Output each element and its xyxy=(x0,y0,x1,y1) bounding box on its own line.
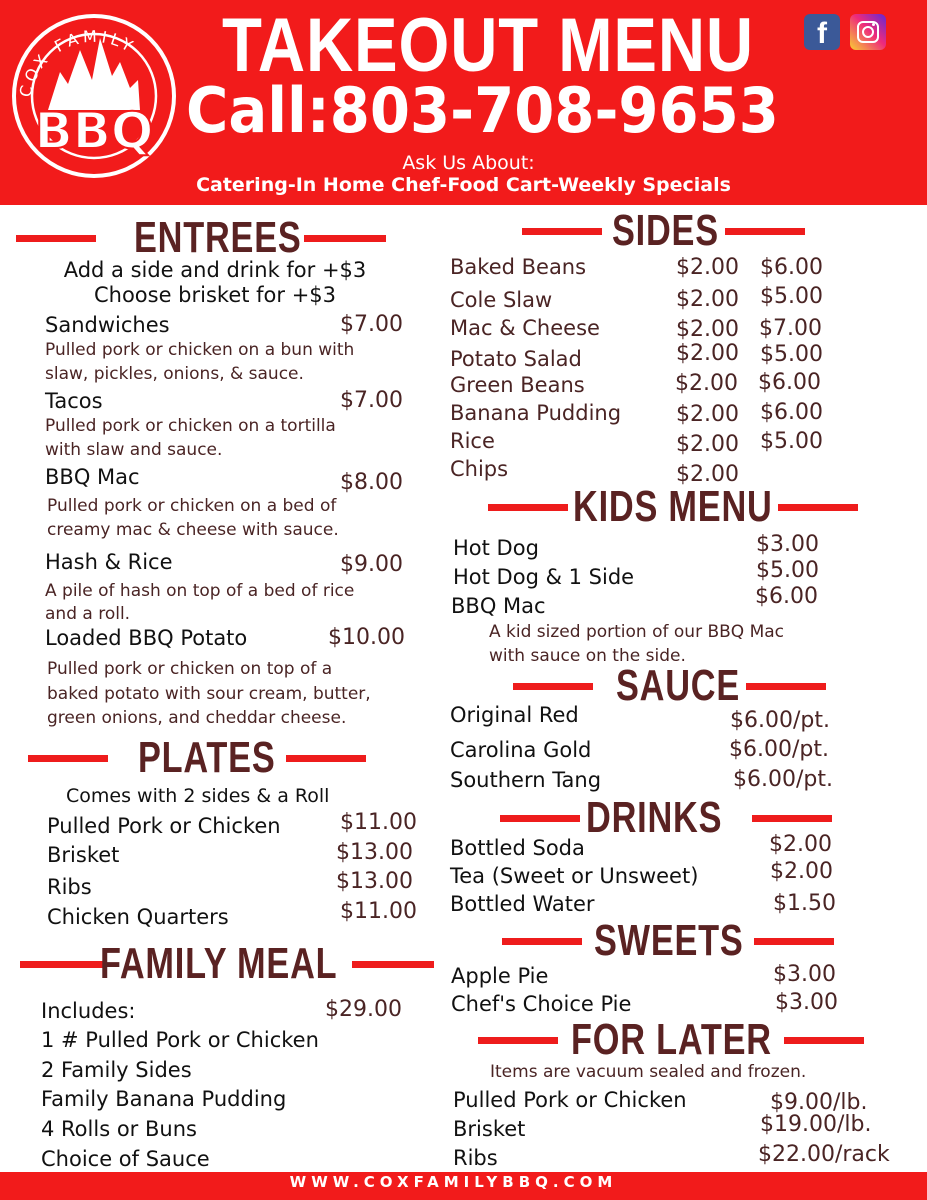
item-price: $7.00 xyxy=(340,388,403,413)
item-name: Ribs xyxy=(453,1146,498,1170)
divider xyxy=(28,755,108,762)
divider xyxy=(20,961,104,968)
item-price: $5.00 xyxy=(756,558,819,583)
item-price-large: $5.00 xyxy=(760,429,823,454)
item-name: Chicken Quarters xyxy=(47,905,229,929)
phone-number[interactable]: Call:803-708-9653 xyxy=(186,74,779,147)
section-heading-family-meal xyxy=(20,940,434,988)
family-meal-price: $29.00 xyxy=(325,997,402,1022)
item-price-small: $2.00 xyxy=(676,255,739,280)
family-meal-item: Choice of Sauce xyxy=(41,1147,210,1171)
svg-text:COX FAMILY: COX FAMILY xyxy=(15,26,140,99)
item-name: Brisket xyxy=(47,843,120,867)
item-name: Brisket xyxy=(453,1117,526,1141)
item-price-large: $7.00 xyxy=(759,316,822,341)
item-name: Green Beans xyxy=(450,373,585,397)
item-price-small: $2.00 xyxy=(676,287,739,312)
divider xyxy=(725,228,805,235)
item-name: Loaded BBQ Potato xyxy=(45,626,248,650)
item-price: $11.00 xyxy=(340,899,417,924)
item-price-large: $5.00 xyxy=(760,284,823,309)
item-price: $6.00/pt. xyxy=(733,767,833,792)
instagram-icon[interactable] xyxy=(850,14,886,50)
item-price-large: $5.00 xyxy=(760,342,823,367)
website-link[interactable]: WWW.COXFAMILYBBQ.COM xyxy=(289,1173,618,1191)
item-price: $13.00 xyxy=(336,840,413,865)
divider xyxy=(16,235,96,242)
for-later-note: Items are vacuum sealed and frozen. xyxy=(490,1062,807,1082)
item-price-large: $6.00 xyxy=(758,370,821,395)
item-price-small: $2.00 xyxy=(676,402,739,427)
heading-text: KIDS MENU xyxy=(573,482,773,531)
heading-text: FAMILY MEAL xyxy=(100,939,338,988)
divider xyxy=(502,938,582,945)
item-price: $10.00 xyxy=(328,625,405,650)
item-price: $13.00 xyxy=(336,869,413,894)
divider xyxy=(746,683,826,690)
item-name: Pulled Pork or Chicken xyxy=(453,1088,687,1112)
item-desc: Pulled pork or chicken on a bun with xyxy=(45,340,355,360)
divider xyxy=(488,504,568,511)
divider xyxy=(513,683,593,690)
item-name: Hot Dog xyxy=(453,536,539,560)
item-name: Ribs xyxy=(47,875,92,899)
family-meal-item: 4 Rolls or Buns xyxy=(41,1117,197,1141)
divider xyxy=(752,815,832,822)
item-name: Cole Slaw xyxy=(450,288,553,312)
family-meal-item: 1 # Pulled Pork or Chicken xyxy=(41,1028,319,1052)
divider xyxy=(754,938,834,945)
item-name: BBQ Mac xyxy=(451,594,546,618)
item-desc: and a roll. xyxy=(45,604,131,624)
heading-text: ENTREES xyxy=(134,213,302,262)
item-price: $8.00 xyxy=(340,470,403,495)
item-name: Tea (Sweet or Unsweet) xyxy=(450,864,699,888)
item-desc: slaw, pickles, onions, & sauce. xyxy=(45,364,304,384)
item-price: $6.00/pt. xyxy=(729,737,829,762)
item-desc: creamy mac & cheese with sauce. xyxy=(47,520,339,540)
plates-note: Comes with 2 sides & a Roll xyxy=(66,785,330,807)
item-price: $3.00 xyxy=(775,990,838,1015)
item-name: Apple Pie xyxy=(451,964,549,988)
divider xyxy=(304,235,386,242)
section-heading-kids-menu xyxy=(488,483,858,531)
heading-text: PLATES xyxy=(138,733,276,782)
item-name: BBQ Mac xyxy=(45,465,140,489)
item-name: Hot Dog & 1 Side xyxy=(453,565,635,589)
entrees-note: Choose brisket for +$3 xyxy=(93,283,337,307)
item-name: Rice xyxy=(450,429,495,453)
kids-desc: A kid sized portion of our BBQ Mac xyxy=(489,622,785,642)
item-desc: Pulled pork or chicken on a bed of xyxy=(47,496,337,516)
divider xyxy=(478,1037,558,1044)
section-heading-sweets xyxy=(502,917,834,965)
item-name: Chef's Choice Pie xyxy=(451,992,632,1016)
item-price-small: $2.00 xyxy=(676,341,739,366)
item-price: $6.00/pt. xyxy=(730,708,830,733)
svg-text:BBQ: BBQ xyxy=(34,102,154,160)
item-name: Pulled Pork or Chicken xyxy=(47,814,281,838)
item-desc: baked potato with sour cream, butter, xyxy=(47,684,371,704)
item-name: Banana Pudding xyxy=(450,401,622,425)
item-price: $9.00/lb. xyxy=(770,1090,868,1115)
heading-text: SWEETS xyxy=(594,916,744,965)
includes-label: Includes: xyxy=(41,999,136,1023)
item-price: $11.00 xyxy=(340,810,417,835)
item-price: $22.00/rack xyxy=(758,1142,890,1167)
divider xyxy=(286,755,366,762)
family-meal-item: Family Banana Pudding xyxy=(41,1087,287,1111)
item-price-small: $2.00 xyxy=(676,317,739,342)
facebook-icon[interactable]: f xyxy=(804,14,840,50)
item-desc: with slaw and sauce. xyxy=(45,440,223,460)
divider xyxy=(352,961,434,968)
item-desc: green onions, and cheddar cheese. xyxy=(47,708,347,728)
item-price: $3.00 xyxy=(756,532,819,557)
section-heading-plates xyxy=(28,734,368,782)
item-price: $1.50 xyxy=(773,891,836,916)
item-name: Hash & Rice xyxy=(45,550,173,574)
section-heading-sides xyxy=(522,207,806,255)
item-name: Carolina Gold xyxy=(450,738,592,762)
item-price: $3.00 xyxy=(773,962,836,987)
item-price-large: $6.00 xyxy=(760,255,823,280)
services-line: Catering-In Home Chef-Food Cart-Weekly Specials xyxy=(196,174,731,196)
item-name: Chips xyxy=(450,457,509,481)
item-desc: A pile of hash on top of a bed of rice xyxy=(45,581,355,601)
header-banner xyxy=(0,0,927,205)
item-price: $19.00/lb. xyxy=(760,1112,872,1137)
divider xyxy=(522,228,602,235)
family-meal-item: 2 Family Sides xyxy=(41,1058,192,1082)
item-price: $7.00 xyxy=(340,312,403,337)
divider xyxy=(778,504,858,511)
item-price-small: $2.00 xyxy=(675,371,738,396)
ask-title: Ask Us About: xyxy=(402,152,535,174)
heading-text: FOR LATER xyxy=(571,1015,772,1064)
item-name: Baked Beans xyxy=(450,255,587,279)
page-title: TAKEOUT MENU xyxy=(222,3,754,88)
item-name: Tacos xyxy=(45,389,103,413)
item-desc: Pulled pork or chicken on a tortilla xyxy=(45,416,336,436)
item-name: Mac & Cheese xyxy=(450,316,600,340)
item-name: Potato Salad xyxy=(450,347,582,371)
item-name: Original Red xyxy=(450,703,579,727)
divider xyxy=(784,1037,864,1044)
kids-desc: with sauce on the side. xyxy=(489,646,686,666)
item-price: $9.00 xyxy=(340,552,403,577)
item-name: Sandwiches xyxy=(45,313,170,337)
item-price: $2.00 xyxy=(770,859,833,884)
section-heading-entrees xyxy=(16,214,386,262)
item-name: Bottled Water xyxy=(450,892,595,916)
item-price: $6.00 xyxy=(755,584,818,609)
item-name: Southern Tang xyxy=(450,768,602,792)
item-name: Bottled Soda xyxy=(450,836,585,860)
heading-text: SAUCE xyxy=(616,661,741,710)
item-price-small: $2.00 xyxy=(676,462,739,487)
ask-us-about xyxy=(0,152,927,196)
heading-text: SIDES xyxy=(612,206,719,255)
divider xyxy=(500,815,580,822)
heading-text: DRINKS xyxy=(586,793,723,842)
item-desc: Pulled pork or chicken on top of a xyxy=(47,659,333,679)
footer-banner xyxy=(0,1172,927,1200)
item-price-large: $6.00 xyxy=(760,400,823,425)
item-price-small: $2.00 xyxy=(676,432,739,457)
entrees-note: Add a side and drink for +$3 xyxy=(63,258,367,282)
item-price: $2.00 xyxy=(769,832,832,857)
section-heading-for-later xyxy=(478,1016,866,1064)
